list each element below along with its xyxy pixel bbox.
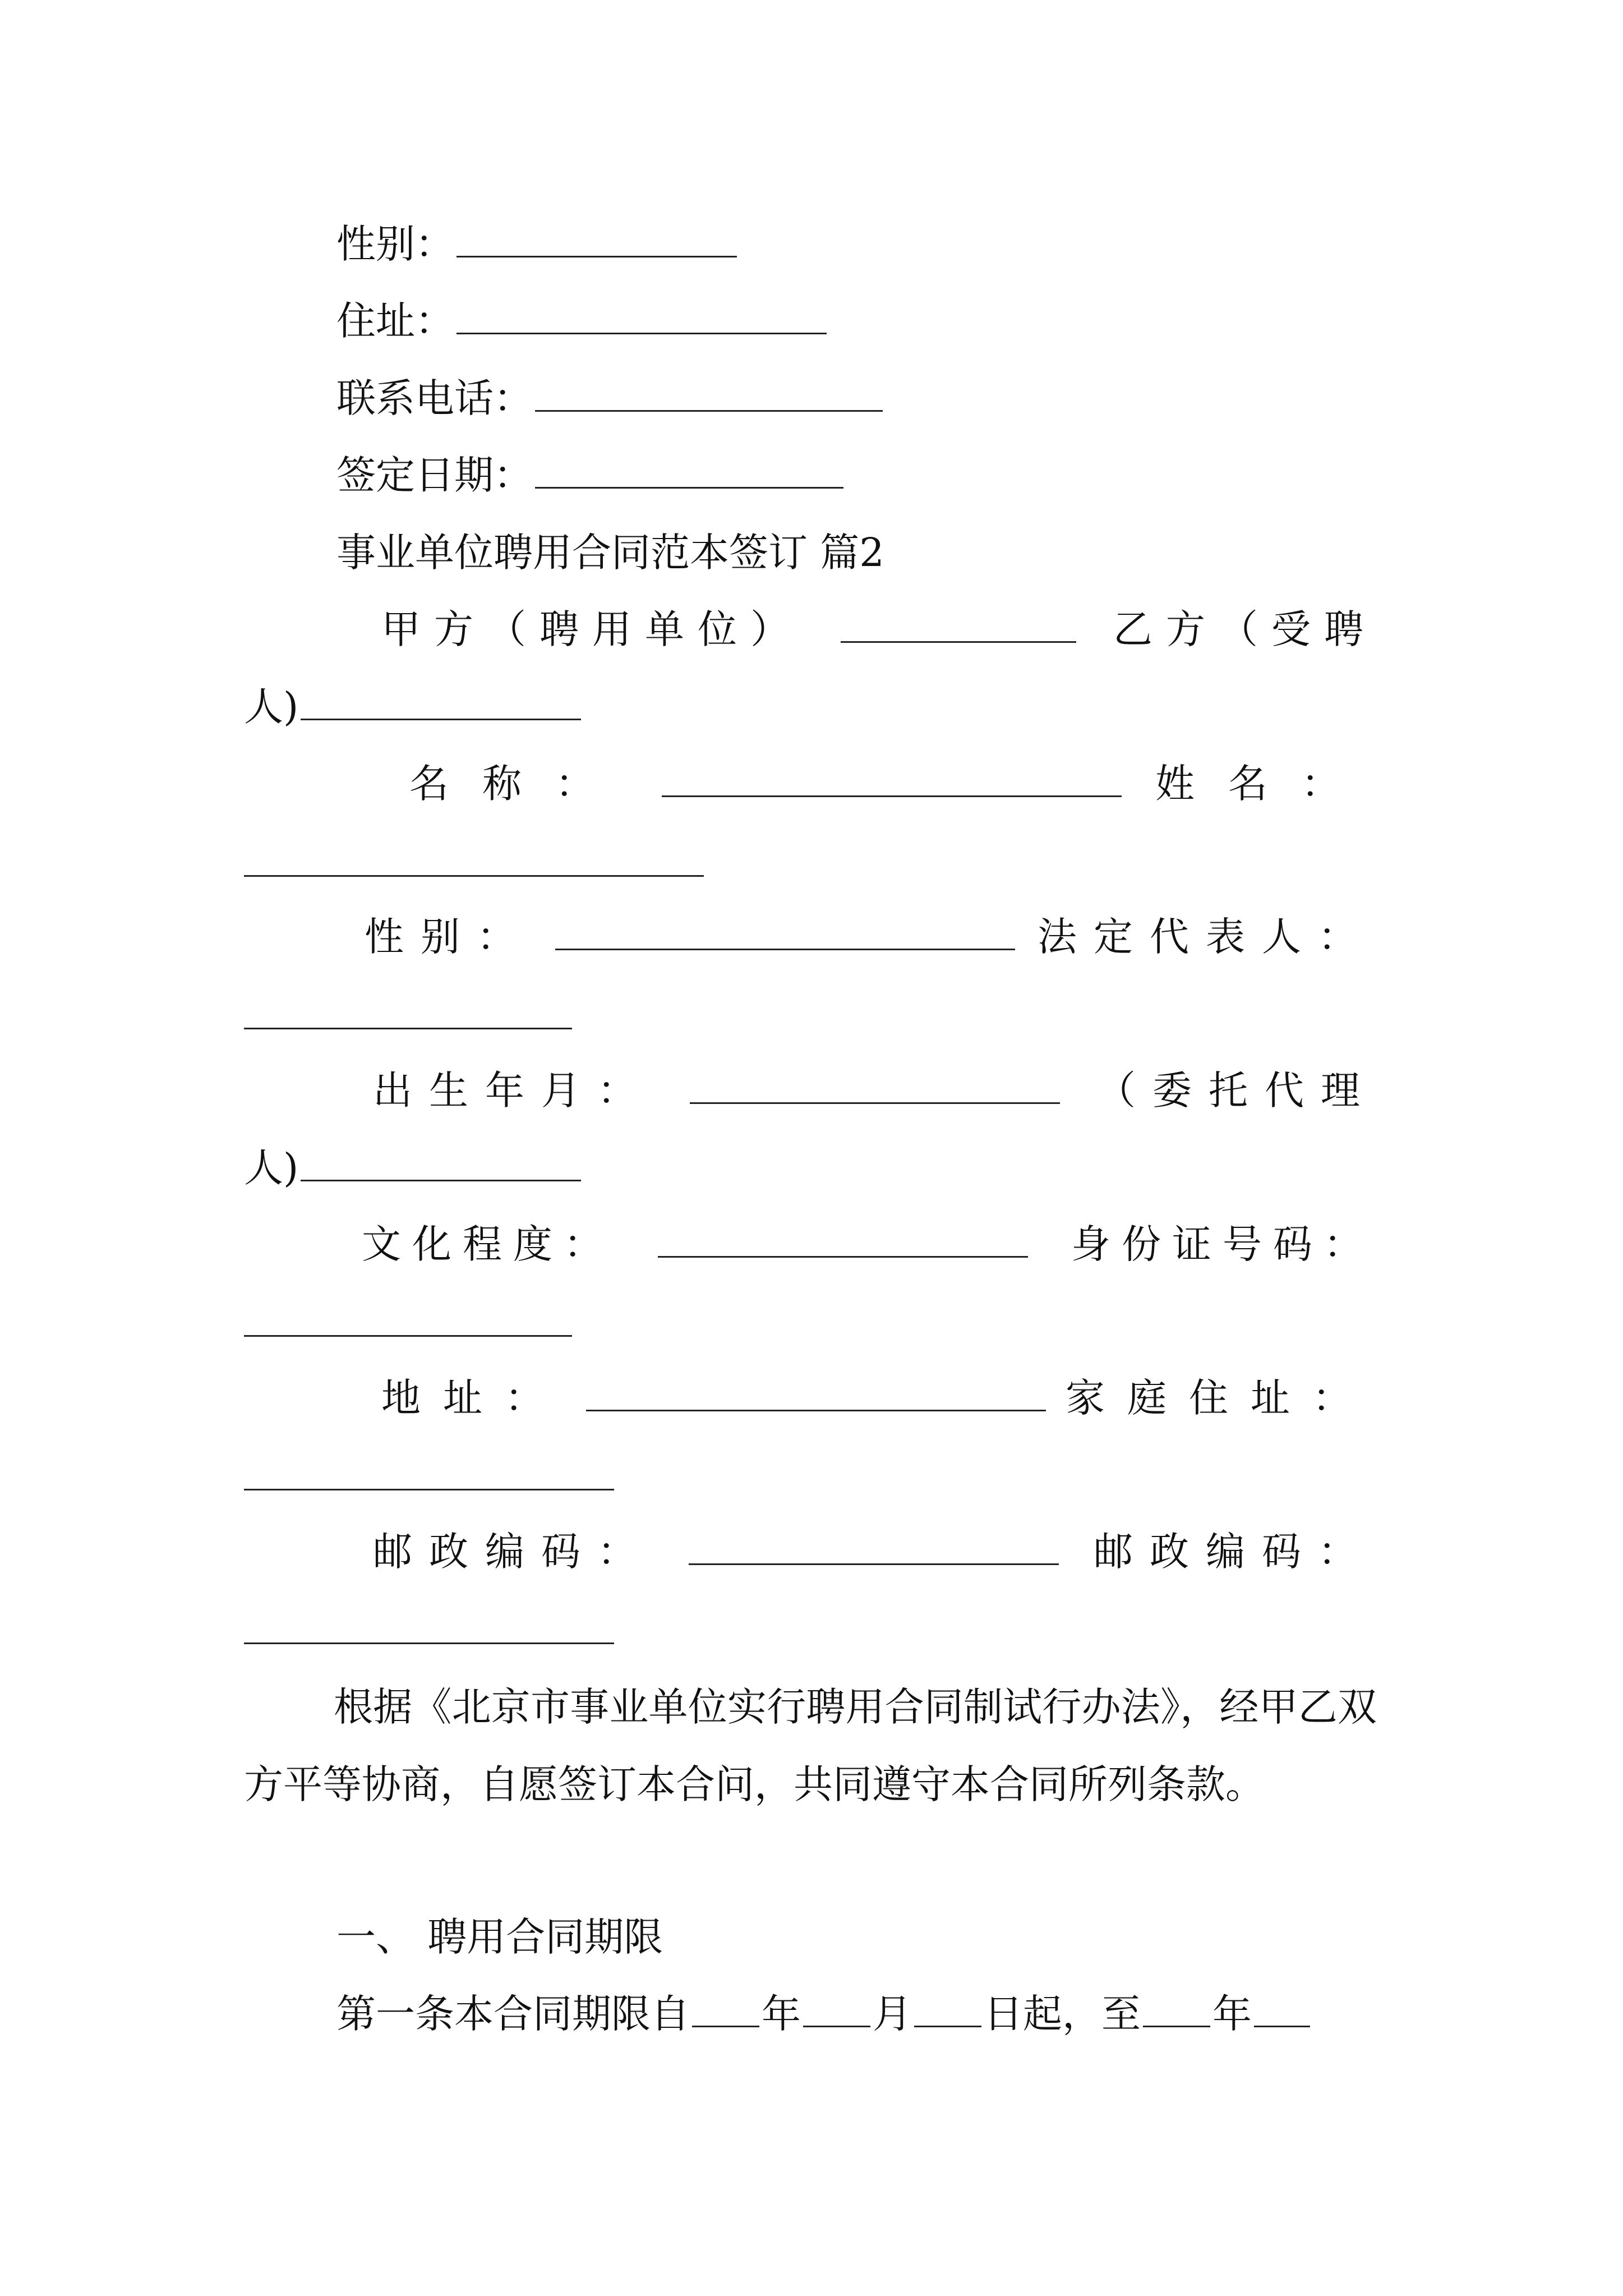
party-b-cont-label: 人) — [244, 684, 299, 730]
sign-date-label: 签定日期： — [336, 452, 533, 498]
year-label: 年 — [762, 1991, 801, 2037]
id-number-label: 身份证号码： — [1071, 1221, 1374, 1267]
phone-label: 联系电话： — [336, 375, 533, 421]
home-address-label: 家庭住址： — [1066, 1375, 1374, 1421]
article-1-prefix: 第一条本合同期限自 — [336, 1991, 690, 2037]
person-name-label: 姓名： — [1155, 761, 1374, 807]
row-name — [409, 756, 1374, 812]
party-b-cont — [244, 679, 583, 735]
day-from-label: 日起，至 — [984, 1991, 1141, 2037]
phone-blank[interactable] — [535, 378, 883, 412]
org-address-blank[interactable] — [586, 1377, 1046, 1411]
section-title: 事业单位聘用合同范本签订 篇2 — [336, 530, 884, 576]
party-b-blank[interactable] — [301, 686, 581, 720]
birth-label: 出生年月： — [373, 1068, 653, 1114]
legal-rep-blank[interactable] — [244, 1028, 572, 1029]
sign-date-field — [336, 447, 846, 503]
start-month-blank[interactable] — [803, 1993, 870, 2027]
sign-date-blank[interactable] — [535, 454, 843, 489]
article-1 — [336, 1986, 1312, 2042]
address-label: 住址： — [336, 298, 454, 344]
intro-paragraph: 根据《北京市事业单位实行聘用合同制试行办法》，经甲乙双方平等协商，自愿签订本合问，共同遵守本合同所列条款。 — [244, 1684, 1377, 1807]
end-month-blank[interactable] — [1254, 1993, 1310, 2027]
row-gender-rep — [365, 909, 1374, 965]
education-label: 文化程度： — [362, 1221, 614, 1267]
home-address-blank[interactable] — [244, 1489, 614, 1490]
gender-label: 性别： — [336, 221, 454, 267]
org-postcode-blank[interactable] — [689, 1531, 1059, 1565]
gender2-label: 性别： — [365, 914, 533, 960]
month-label: 月 — [873, 1991, 912, 2037]
agent-label: （委托代理 — [1096, 1068, 1377, 1114]
party-line — [381, 601, 1377, 657]
party-a-blank[interactable] — [841, 609, 1076, 643]
party-a-label: 甲方（聘用单位） — [381, 606, 803, 652]
address-blank[interactable] — [457, 300, 827, 334]
org-name-blank[interactable] — [662, 763, 1122, 797]
home-postcode-label: 邮政编码： — [1094, 1529, 1374, 1575]
agent-cont — [244, 1140, 583, 1196]
row-postcode — [373, 1524, 1374, 1580]
year2-label: 年 — [1212, 1991, 1252, 2037]
person-name-blank[interactable] — [244, 875, 704, 877]
end-year-blank[interactable] — [1143, 1993, 1210, 2027]
phone-field — [336, 370, 885, 426]
org-postcode-label: 邮政编码： — [373, 1529, 653, 1575]
row-birth-agent — [373, 1062, 1377, 1119]
row-address-home — [381, 1370, 1374, 1426]
start-year-blank[interactable] — [692, 1993, 759, 2027]
gender2-blank[interactable] — [555, 916, 1015, 950]
gender-blank[interactable] — [457, 223, 737, 257]
start-day-blank[interactable] — [914, 1993, 981, 2027]
agent-blank[interactable] — [301, 1147, 581, 1181]
org-name-label: 名称： — [409, 761, 628, 807]
id-number-blank[interactable] — [244, 1335, 572, 1337]
legal-rep-label: 法定代表人： — [1038, 914, 1374, 960]
agent-cont-label: 人) — [244, 1145, 299, 1191]
org-address-label: 地址： — [381, 1375, 566, 1421]
address-field — [336, 293, 829, 349]
party-b-label: 乙方（受聘 — [1113, 606, 1377, 652]
education-blank[interactable] — [658, 1223, 1028, 1258]
chapter-1-title: 一、 聘用合同期限 — [336, 1914, 663, 1960]
gender-field — [336, 216, 739, 272]
home-postcode-blank[interactable] — [244, 1642, 614, 1644]
row-edu-id — [362, 1216, 1374, 1272]
birth-blank[interactable] — [690, 1070, 1060, 1104]
